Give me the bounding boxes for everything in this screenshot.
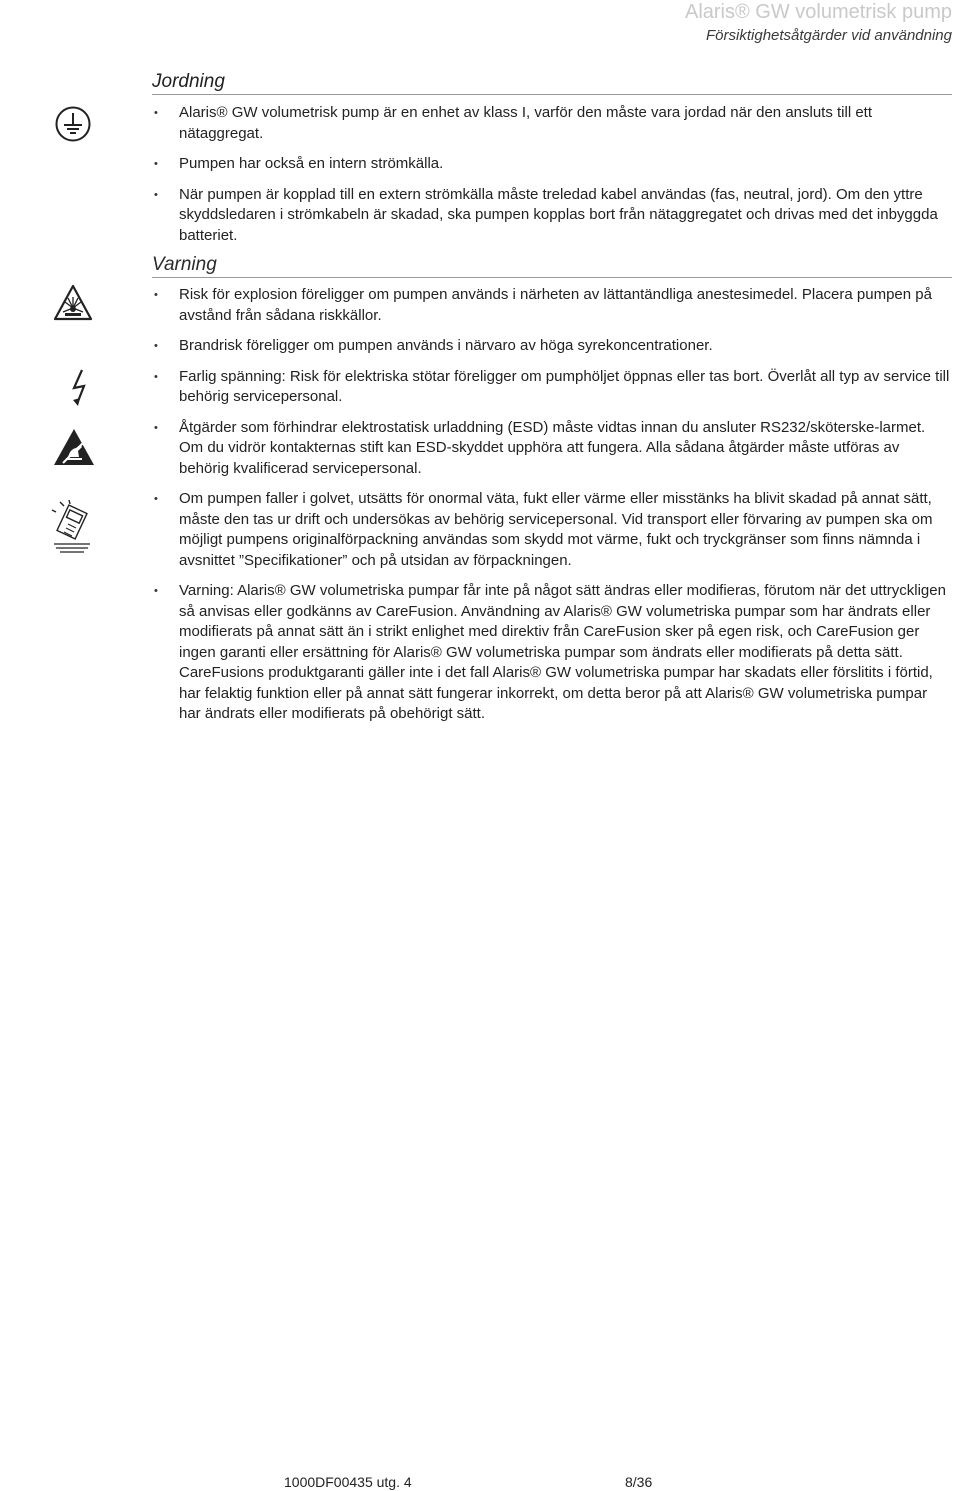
list-item: • Åtgärder som förhindrar elektrostatisk urladdning (ESD) måste vidtas innan du ansluter RS232/sköterske-larmet. Om du vidrör kontakternas stift kan ESD-skyddet upphöra att fungera. Alla sådana åtgärder måste utföras av behörig kvalificerad servicepersonal. [152,418,952,480]
section-heading-varning: Varning [152,254,952,278]
varning-list [152,285,952,735]
protective-earth-icon [54,105,92,143]
section-subtitle: Försiktighetsåtgärder vid användning [706,27,952,44]
dropped-device-icon [50,500,94,554]
list-item: • Om pumpen faller i golvet, utsätts för onormal väta, fukt eller värme eller misstänks ha blivit skadad på annat sätt, måste den tas ur drift och undersökas av behörig servicepersonal. Vid transport eller förvaring av pumpen ska om möjligt pumpens originalförpackning användas som skydd mot värme, fukt och tryckgränser som finns nämnda i avsnittet ”Specifikationer” och på utsidan av förpackningen. [152,489,952,571]
hazardous-voltage-icon [69,368,91,408]
esd-sensitive-icon [52,427,96,467]
section-heading-jordning: Jordning [152,71,952,95]
page-header [685,0,952,46]
list-item: • Farlig spänning: Risk för elektriska stötar föreligger om pumphöljet öppnas eller tas bort. Överlåt all typ av service till behörig servicepersonal. [152,367,952,408]
list-item: • När pumpen är kopplad till en extern strömkälla måste treledad kabel användas (fas, neutral, jord). Om den yttre skyddsledaren i strömkabeln är skadad, ska pumpen kopplas bort från nätaggregatet och drivas med det inbyggda batteriet. [152,185,952,247]
footer-document-id: 1000DF00435 utg. 4 [284,1474,412,1490]
list-item: • Brandrisk föreligger om pumpen används i närvaro av höga syrekoncentrationer. [152,336,952,357]
footer-page-number: 8/36 [625,1474,653,1490]
document-title: Alaris® GW volumetrisk pump [684,1,952,23]
list-item: • Alaris® GW volumetrisk pump är en enhet av klass I, varför den måste vara jordad när den ansluts till ett nätaggregat. [152,103,952,144]
list-item: • Pumpen har också en intern strömkälla. [152,154,952,175]
list-item: • Risk för explosion föreligger om pumpen används i närheten av lättantändliga anestesimedel. Placera pumpen på avstånd från sådana riskkällor. [152,285,952,326]
explosion-risk-icon [53,284,93,322]
jordning-list [152,103,952,256]
list-item: • Varning: Alaris® GW volumetriska pumpar får inte på något sätt ändras eller modifieras, förutom när det uttryckligen så anvisas eller godkänns av CareFusion. Användning av Alaris® GW volumetriska pumpar som har ändrats eller modifierats på annat sätt än i strikt enlighet med direktiv från CareFusion sker på egen risk, och CareFusion ger ingen garanti eller ersättning för Alaris® GW volumetriska pumpar som ändrats eller modifierats på detta sätt. CareFusions produktgaranti gäller inte i det fall Alaris® GW volumetriska pumpar har skadats eller förslitits i förtid, har felaktig funktion eller på annat sätt fungerar inkorrekt, om detta beror på att Alaris® GW volumetriska pumpar har ändrats eller modifierats på obehörigt sätt. [152,581,952,725]
